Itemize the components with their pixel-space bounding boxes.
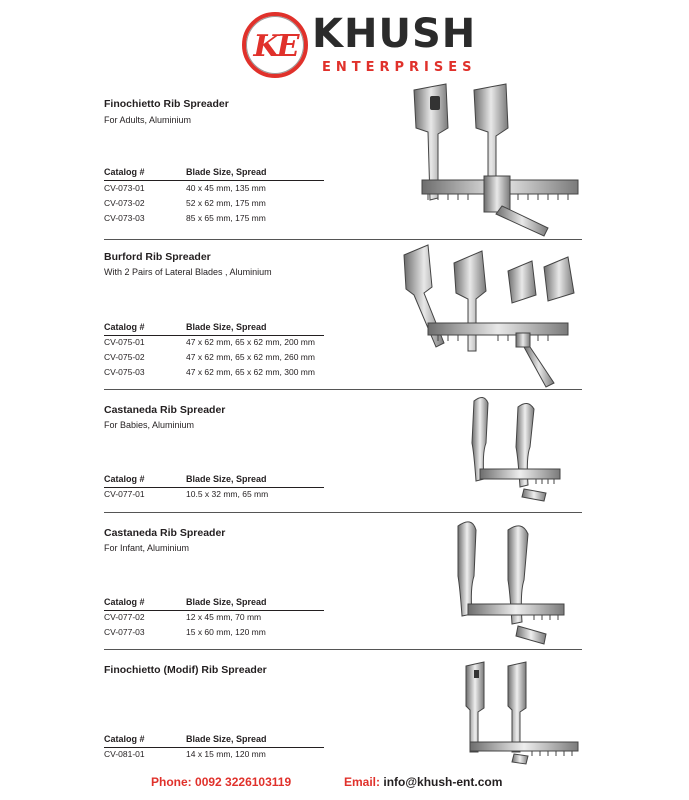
- catalog-number: CV-077-02: [104, 612, 145, 622]
- table-row: [104, 213, 344, 227]
- table-row: [104, 489, 344, 503]
- catalog-number: CV-077-03: [104, 627, 145, 637]
- table-header: [104, 322, 324, 336]
- table-row: [104, 337, 344, 351]
- table-row: [104, 627, 344, 641]
- table-row: [104, 612, 344, 626]
- email-address[interactable]: info@khush-ent.com: [383, 775, 503, 789]
- table-header: [104, 474, 324, 488]
- catalog-number: CV-077-01: [104, 489, 145, 499]
- logo-mark: KE: [253, 29, 297, 64]
- table-row: [104, 198, 344, 212]
- section-divider: [104, 239, 582, 240]
- table-header: [104, 167, 324, 181]
- blade-size: 47 x 62 mm, 65 x 62 mm, 260 mm: [186, 352, 315, 362]
- product-title: Castaneda Rib Spreader: [104, 527, 226, 539]
- table-row: [104, 352, 344, 366]
- logo-emblem: [242, 12, 308, 78]
- product-subtitle: For Infant, Aluminium: [104, 543, 190, 553]
- finochietto-modif-image: [458, 656, 582, 766]
- col-catalog-header: Catalog #: [104, 167, 145, 177]
- table-row: [104, 183, 344, 197]
- castaneda-infant-image: [448, 516, 578, 648]
- product-title: Castaneda Rib Spreader: [104, 404, 226, 416]
- product-subtitle: For Adults, Aluminium: [104, 115, 192, 125]
- col-blade-header: Blade Size, Spread: [186, 474, 267, 484]
- catalog-number: CV-075-03: [104, 367, 145, 377]
- table-row: [104, 749, 344, 763]
- phone-contact: [151, 775, 291, 789]
- finochietto-adult-image: [408, 80, 580, 238]
- blade-size: 14 x 15 mm, 120 mm: [186, 749, 266, 759]
- contact-footer: [0, 775, 689, 791]
- catalog-number: CV-075-01: [104, 337, 145, 347]
- blade-size: 15 x 60 mm, 120 mm: [186, 627, 266, 637]
- catalog-number: CV-075-02: [104, 352, 145, 362]
- brand-name: KHUSH: [312, 11, 477, 57]
- catalog-number: CV-073-02: [104, 198, 145, 208]
- phone-number[interactable]: 0092 3226103119: [195, 775, 292, 789]
- blade-size: 47 x 62 mm, 65 x 62 mm, 300 mm: [186, 367, 315, 377]
- email-contact: [344, 775, 502, 789]
- product-subtitle: With 2 Pairs of Lateral Blades , Aluminium: [104, 267, 272, 277]
- table-row: [104, 367, 344, 381]
- email-label: Email:: [344, 775, 381, 789]
- product-title: Finochietto (Modif) Rib Spreader: [104, 664, 267, 676]
- blade-size: 12 x 45 mm, 70 mm: [186, 612, 262, 622]
- catalog-number: CV-081-01: [104, 749, 145, 759]
- col-blade-header: Blade Size, Spread: [186, 734, 267, 744]
- col-catalog-header: Catalog #: [104, 734, 145, 744]
- brand-tagline: ENTERPRISES: [322, 60, 477, 75]
- section-divider: [104, 649, 582, 650]
- blade-size: 85 x 65 mm, 175 mm: [186, 213, 266, 223]
- col-catalog-header: Catalog #: [104, 322, 145, 332]
- phone-label: Phone:: [151, 775, 192, 789]
- col-catalog-header: Catalog #: [104, 474, 145, 484]
- catalog-number: CV-073-01: [104, 183, 145, 193]
- col-blade-header: Blade Size, Spread: [186, 167, 267, 177]
- table-header: [104, 597, 324, 611]
- product-title: Burford Rib Spreader: [104, 251, 211, 263]
- burford-spreader-image: [398, 243, 582, 389]
- table-header: [104, 734, 324, 748]
- section-divider: [104, 512, 582, 513]
- section-divider: [104, 389, 582, 390]
- col-catalog-header: Catalog #: [104, 597, 145, 607]
- blade-size: 40 x 45 mm, 135 mm: [186, 183, 266, 193]
- catalog-number: CV-073-03: [104, 213, 145, 223]
- product-title: Finochietto Rib Spreader: [104, 98, 229, 110]
- blade-size: 52 x 62 mm, 175 mm: [186, 198, 266, 208]
- blade-size: 10.5 x 32 mm, 65 mm: [186, 489, 269, 499]
- col-blade-header: Blade Size, Spread: [186, 322, 267, 332]
- castaneda-babies-image: [462, 393, 572, 511]
- col-blade-header: Blade Size, Spread: [186, 597, 267, 607]
- blade-size: 47 x 62 mm, 65 x 62 mm, 200 mm: [186, 337, 315, 347]
- brand-logo: [242, 10, 477, 80]
- product-subtitle: For Babies, Aluminium: [104, 420, 195, 430]
